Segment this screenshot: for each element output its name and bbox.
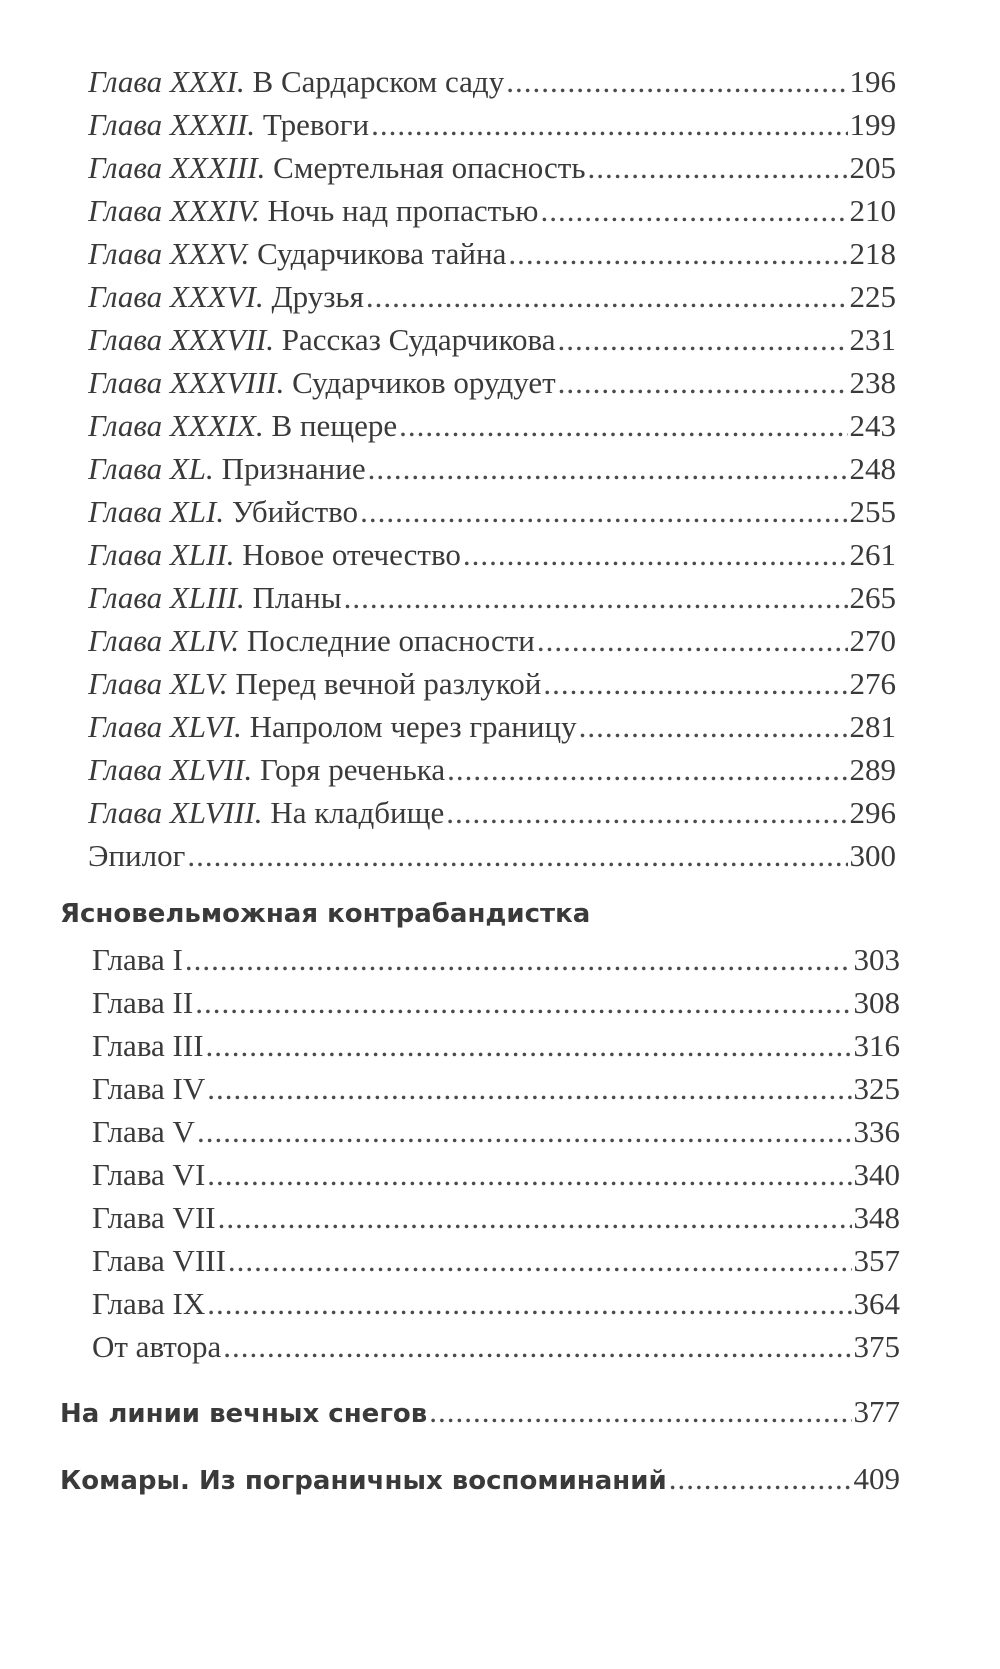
dot-leader: [187, 836, 847, 876]
chapter-title: Глава III: [92, 1028, 204, 1063]
dot-leader: [218, 1198, 852, 1238]
chapter-title: Сударчикова тайна: [249, 236, 507, 271]
chapter-title: Глава VI: [92, 1157, 206, 1192]
toc-entry[interactable]: [92, 1241, 900, 1281]
chapter-number: Глава XLVII.: [88, 752, 253, 787]
toc-entry[interactable]: [92, 940, 900, 980]
chapter-title: Глава V: [92, 1114, 195, 1149]
toc-entry[interactable]: [88, 62, 896, 102]
toc-entry[interactable]: [92, 1284, 900, 1324]
toc-section-entry[interactable]: [60, 1459, 900, 1499]
dot-leader: [207, 1155, 851, 1195]
toc-entry[interactable]: [88, 750, 896, 790]
dot-leader: [558, 320, 848, 360]
page-number: 243: [849, 408, 896, 443]
chapter-number: Глава XXXIV.: [88, 193, 260, 228]
page-number: 261: [849, 537, 896, 572]
toc-entry[interactable]: [88, 707, 896, 747]
chapter-number: Глава XLVIII.: [88, 795, 263, 830]
page-number: 265: [849, 580, 896, 615]
dot-leader: [508, 234, 847, 274]
chapter-title: Планы: [244, 580, 342, 615]
page-number: 348: [853, 1200, 900, 1235]
dot-leader: [368, 449, 848, 489]
chapter-title: Друзья: [263, 279, 364, 314]
section-heading[interactable]: Ясновельможная контрабандистка: [60, 899, 591, 929]
toc-entry[interactable]: [92, 1155, 900, 1195]
chapter-title: Глава IX: [92, 1286, 206, 1321]
page-number: 357: [853, 1243, 900, 1278]
chapter-title: Горя реченька: [252, 752, 446, 787]
page-number: 231: [849, 322, 896, 357]
page-number: 296: [849, 795, 896, 830]
chapter-number: Глава XL.: [88, 451, 214, 486]
dot-leader: [463, 535, 848, 575]
toc-entry[interactable]: [88, 148, 896, 188]
dot-leader: [366, 277, 848, 317]
dot-leader: [185, 940, 852, 980]
page-number: 300: [849, 838, 896, 873]
chapter-title: Напролом через границу: [241, 709, 577, 744]
page-number: 210: [849, 193, 896, 228]
chapter-title: От автора: [92, 1329, 222, 1364]
page-number: 238: [849, 365, 896, 400]
page-number: 255: [849, 494, 896, 529]
dot-leader: [429, 1392, 851, 1432]
toc-entry[interactable]: [88, 836, 896, 876]
dot-leader: [223, 1327, 851, 1367]
toc-entry[interactable]: [92, 1327, 900, 1367]
chapter-number: Глава XLIV.: [88, 623, 240, 658]
dot-leader: [558, 363, 848, 403]
dot-leader: [446, 793, 847, 833]
toc-entry[interactable]: [92, 1069, 900, 1109]
chapter-number: Глава XXXVI.: [88, 279, 264, 314]
page-number: 336: [853, 1114, 900, 1149]
toc-entry[interactable]: [88, 234, 896, 274]
chapter-title: Глава I: [92, 942, 183, 977]
chapter-number: Глава XXXVIII.: [88, 365, 285, 400]
chapter-title: Глава VII: [92, 1200, 216, 1235]
page-number: 270: [849, 623, 896, 658]
chapter-title: Смертельная опасность: [265, 150, 586, 185]
dot-leader: [669, 1459, 852, 1499]
dot-leader: [588, 148, 848, 188]
page-number: 196: [849, 64, 896, 99]
toc-entry[interactable]: [88, 664, 896, 704]
toc-entry[interactable]: [92, 1198, 900, 1238]
chapter-number: Глава XXXII.: [88, 107, 256, 142]
chapter-title: Глава II: [92, 985, 194, 1020]
chapter-number: Глава XXXIX.: [88, 408, 264, 443]
chapter-number: Глава XXXI.: [88, 64, 245, 99]
chapter-title: Глава IV: [92, 1071, 206, 1106]
chapter-title: Глава VIII: [92, 1243, 226, 1278]
page-number: 289: [849, 752, 896, 787]
dot-leader: [207, 1284, 851, 1324]
page-number: 199: [849, 107, 896, 142]
page-number: 248: [849, 451, 896, 486]
toc-entry[interactable]: [92, 1112, 900, 1152]
chapter-number: Глава XLV.: [88, 666, 228, 701]
page-number: 316: [853, 1028, 900, 1063]
chapter-title: Последние опасности: [239, 623, 535, 658]
page-number: 205: [849, 150, 896, 185]
chapter-title: Сударчиков орудует: [284, 365, 556, 400]
page-number: 364: [853, 1286, 900, 1321]
toc-entry[interactable]: [92, 1026, 900, 1066]
chapter-number: Глава XLIII.: [88, 580, 245, 615]
toc-entry[interactable]: [88, 105, 896, 145]
page-number: 218: [849, 236, 896, 271]
chapter-title: На кладбище: [262, 795, 445, 830]
chapter-number: Глава XLII.: [88, 537, 235, 572]
page-number: 303: [853, 942, 900, 977]
dot-leader: [579, 707, 848, 747]
chapter-number: Глава XXXV.: [88, 236, 250, 271]
dot-leader: [197, 1112, 852, 1152]
section-title: Комары. Из пограничных воспоминаний: [60, 1466, 667, 1496]
dot-leader: [360, 492, 847, 532]
toc-entry[interactable]: [88, 535, 896, 575]
page-number: 281: [849, 709, 896, 744]
dot-leader: [399, 406, 847, 446]
toc-entry[interactable]: [88, 320, 896, 360]
toc-entry[interactable]: [88, 578, 896, 618]
toc-entry[interactable]: [88, 191, 896, 231]
page-number: 340: [853, 1157, 900, 1192]
toc-section-entry[interactable]: [60, 1392, 900, 1432]
chapter-title: Признание: [213, 451, 366, 486]
page-number: 409: [853, 1461, 900, 1496]
chapter-number: Глава XLVI.: [88, 709, 242, 744]
toc-entry[interactable]: [88, 449, 896, 489]
chapter-title: Эпилог: [88, 838, 186, 873]
dot-leader: [344, 578, 848, 618]
chapter-number: Глава XXXVII.: [88, 322, 275, 357]
chapter-title: Ночь над пропастью: [259, 193, 539, 228]
toc-entry[interactable]: [88, 492, 896, 532]
dot-leader: [537, 621, 848, 661]
chapter-title: Тревоги: [255, 107, 370, 142]
page-number: 308: [853, 985, 900, 1020]
toc-entry[interactable]: [88, 793, 896, 833]
dot-leader: [540, 191, 847, 231]
dot-leader: [543, 664, 847, 704]
chapter-title: В пещере: [263, 408, 398, 443]
dot-leader: [206, 1026, 852, 1066]
chapter-title: В Сардарском саду: [244, 64, 505, 99]
dot-leader: [506, 62, 847, 102]
toc-entry[interactable]: [88, 621, 896, 661]
section-title: На линии вечных снегов: [60, 1399, 428, 1429]
dot-leader: [195, 983, 851, 1023]
toc-entry[interactable]: [88, 277, 896, 317]
toc-entry[interactable]: [92, 983, 900, 1023]
page-number: 377: [853, 1394, 900, 1429]
chapter-title: Рассказ Сударчикова: [274, 322, 556, 357]
chapter-number: Глава XLI.: [88, 494, 225, 529]
dot-leader: [228, 1241, 852, 1281]
page-number: 276: [849, 666, 896, 701]
chapter-title: Перед вечной разлукой: [227, 666, 542, 701]
chapter-title: Убийство: [224, 494, 359, 529]
page-number: 375: [853, 1329, 900, 1364]
page-number: 225: [849, 279, 896, 314]
toc-entry[interactable]: [88, 363, 896, 403]
dot-leader: [207, 1069, 851, 1109]
page-number: 325: [853, 1071, 900, 1106]
chapter-title: Новое отечество: [234, 537, 461, 572]
toc-entry[interactable]: [88, 406, 896, 446]
chapter-number: Глава XXXIII.: [88, 150, 266, 185]
dot-leader: [371, 105, 847, 145]
dot-leader: [447, 750, 847, 790]
